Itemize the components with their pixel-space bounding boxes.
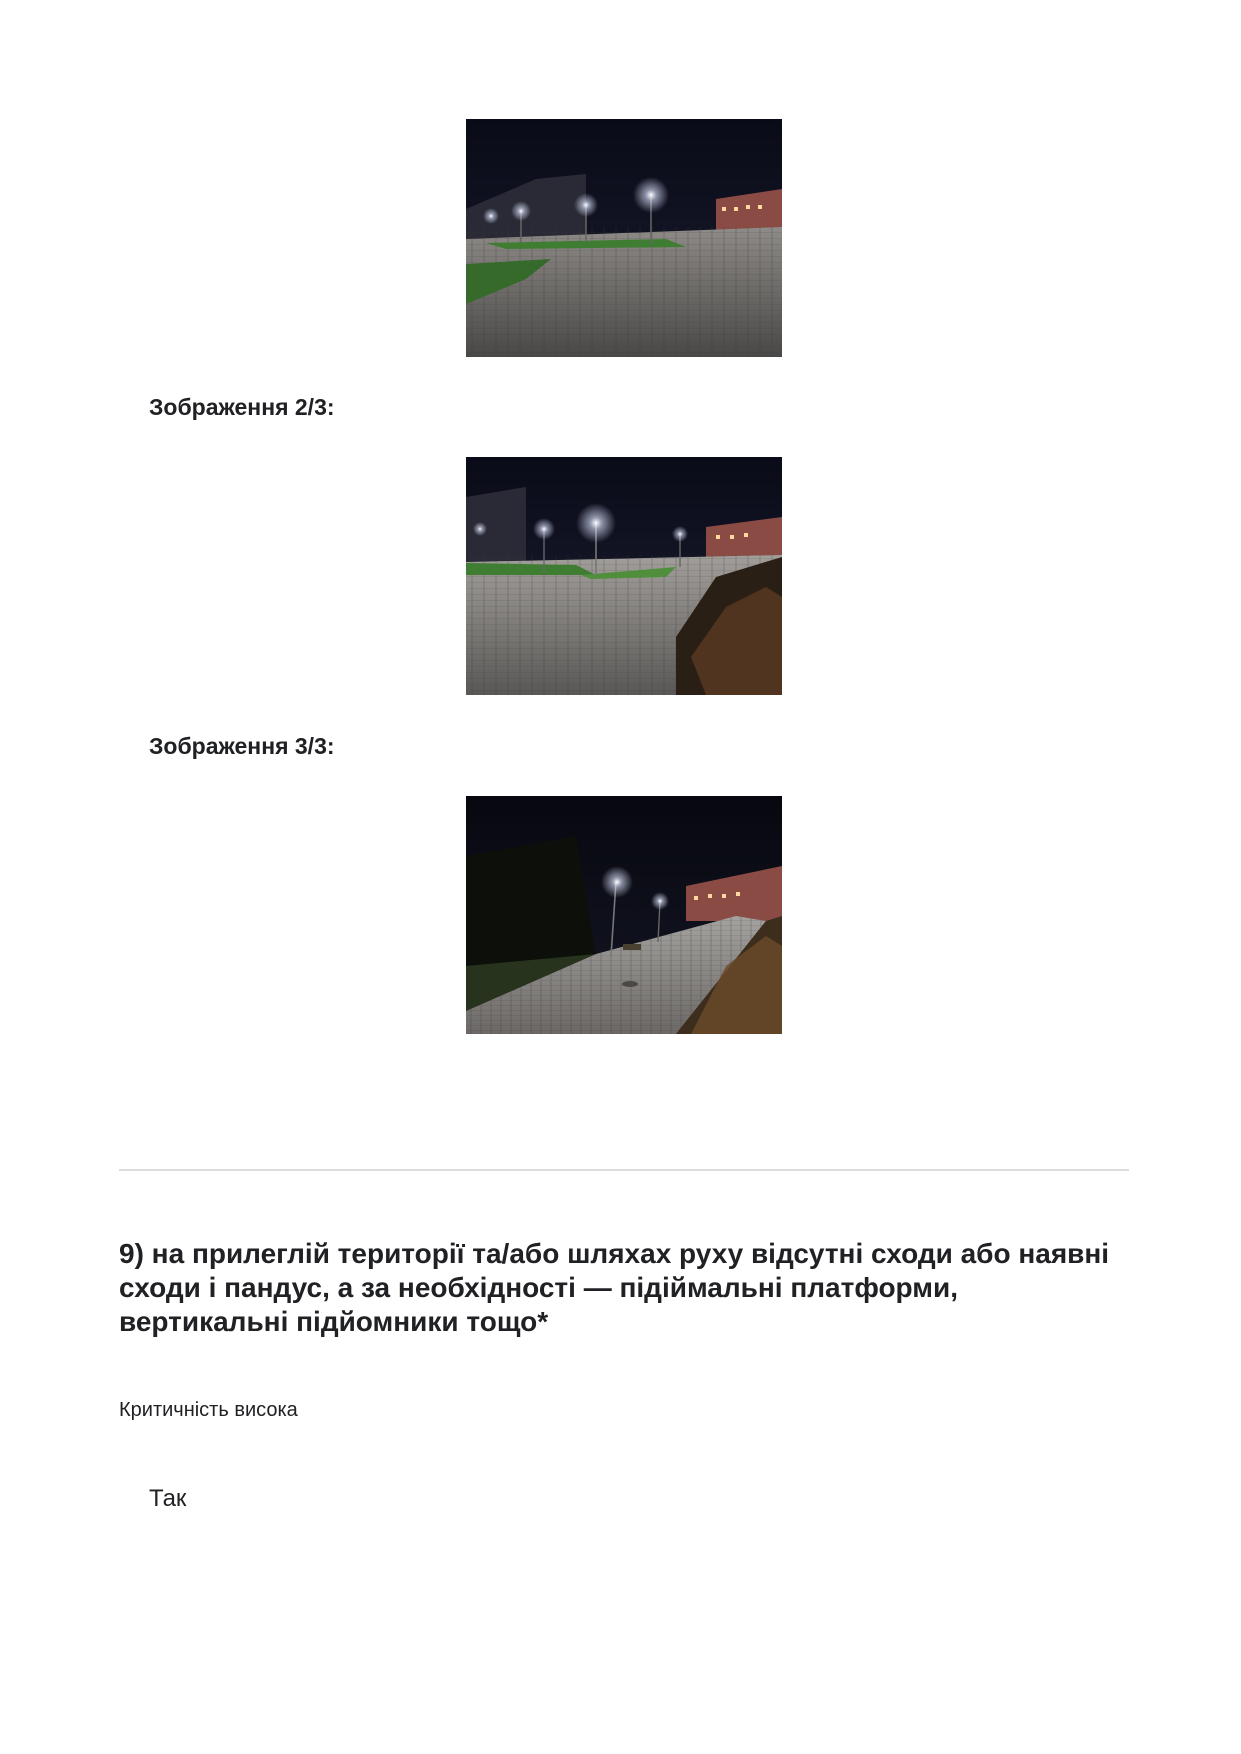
image-caption-2: Зображення 2/3: (149, 394, 335, 420)
section-divider (119, 1169, 1129, 1171)
photo-2 (466, 457, 782, 695)
answer-value: Так (149, 1485, 187, 1512)
night-path-photo (466, 796, 782, 1034)
photo-1 (466, 119, 782, 357)
night-courtyard-photo (466, 457, 782, 695)
question-title: 9) на прилеглій території та/або шляхах руху відсутні сходи або наявні сходи і пандус, а за необхідності — підіймальні платформи, вертикальні підйомники тощо* (119, 1238, 1110, 1337)
criticality-label: Критичність висока (119, 1399, 298, 1421)
night-courtyard-photo (466, 119, 782, 357)
photo-3 (466, 796, 782, 1034)
image-caption-3: Зображення 3/3: (149, 733, 335, 759)
